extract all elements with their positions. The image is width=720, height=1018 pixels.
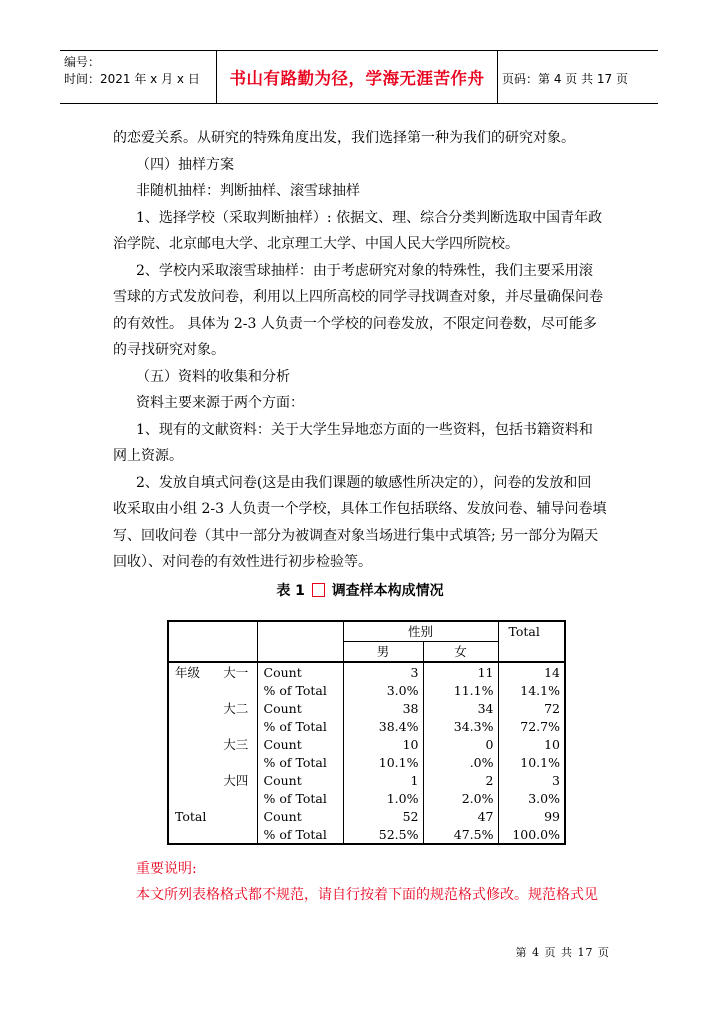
row-group-cell bbox=[168, 681, 219, 699]
table-row bbox=[168, 662, 565, 681]
table-row bbox=[168, 825, 565, 844]
male-value-cell: 10 bbox=[343, 735, 423, 753]
male-value-cell: 10.1% bbox=[343, 753, 423, 771]
table-caption-title: 调查样本构成情况 bbox=[331, 583, 444, 599]
stat-label-cell: % of Total bbox=[257, 681, 343, 699]
body-line: 的恋爱关系。从研究的特殊角度出发，我们选择第一种为我们的研究对象。 bbox=[113, 130, 575, 146]
stat-label-cell: % of Total bbox=[257, 753, 343, 771]
total-value-cell: 99 bbox=[498, 807, 565, 825]
stat-label-cell: % of Total bbox=[257, 789, 343, 807]
table-corner-cell bbox=[257, 621, 343, 662]
body-line: 非随机抽样：判断抽样、滚雪球抽样 bbox=[136, 183, 360, 199]
male-value-cell: 1 bbox=[343, 771, 423, 789]
body-line: 回收）、对问卷的有效性进行初步检验等。 bbox=[113, 554, 372, 570]
table-caption-number: 表 1 bbox=[276, 583, 305, 599]
female-value-cell: 11 bbox=[423, 662, 498, 681]
table-corner-cell bbox=[168, 621, 257, 662]
male-value-cell: 38.4% bbox=[343, 717, 423, 735]
table-row bbox=[168, 699, 565, 717]
stat-label-cell: Count bbox=[257, 807, 343, 825]
female-value-cell: 47 bbox=[423, 807, 498, 825]
stat-label-cell: % of Total bbox=[257, 717, 343, 735]
total-value-cell: 100.0% bbox=[498, 825, 565, 844]
col-male-header: 男 bbox=[343, 642, 423, 663]
page-header bbox=[60, 50, 658, 104]
female-value-cell: 47.5% bbox=[423, 825, 498, 844]
table-row bbox=[168, 681, 565, 699]
header-divider bbox=[497, 51, 498, 103]
row-group-cell bbox=[168, 825, 219, 844]
table-row bbox=[168, 807, 565, 825]
table-row bbox=[168, 753, 565, 771]
row-label-cell: 大四 bbox=[219, 771, 257, 789]
male-value-cell: 52 bbox=[343, 807, 423, 825]
missing-glyph-box-icon bbox=[312, 583, 325, 597]
body-line: 的有效性。 具体为 2-3 人负责一个学校的问卷发放，不限定问卷数，尽可能多 bbox=[113, 316, 597, 332]
row-label-cell: 大三 bbox=[219, 735, 257, 753]
table-caption bbox=[0, 580, 720, 600]
stat-label-cell: Count bbox=[257, 735, 343, 753]
female-value-cell: 11.1% bbox=[423, 681, 498, 699]
body-line: 雪球的方式发放问卷，利用以上四所高校的同学寻找调查对象，并尽量确保问卷 bbox=[113, 289, 603, 305]
row-label-cell: 大二 bbox=[219, 699, 257, 717]
total-value-cell: 10 bbox=[498, 735, 565, 753]
row-group-cell bbox=[168, 735, 219, 753]
crosstab-table bbox=[167, 620, 566, 845]
row-label-cell bbox=[219, 753, 257, 771]
section-heading: （五）资料的收集和分析 bbox=[136, 369, 290, 385]
header-time-label: 时间：2021 年 x 月 x 日 bbox=[64, 72, 200, 86]
row-group-cell: Total bbox=[168, 807, 219, 825]
note-title: 重要说明: bbox=[136, 861, 197, 877]
female-value-cell: .0% bbox=[423, 753, 498, 771]
row-label-cell bbox=[219, 681, 257, 699]
body-line: 2、发放自填式问卷(这是由我们课题的敏感性所决定的），问卷的发放和回 bbox=[136, 475, 592, 491]
page-footer: 第 4 页 共 17 页 bbox=[515, 946, 610, 959]
note-text: 本文所列表格格式都不规范，请自行按着下面的规范格式修改。规范格式见 bbox=[136, 887, 598, 903]
body-line: 1、现有的文献资料：关于大学生异地恋方面的一些资料，包括书籍资料和 bbox=[136, 422, 593, 438]
col-group-header: 性别 bbox=[343, 621, 498, 642]
col-female-header: 女 bbox=[423, 642, 498, 663]
row-group-cell bbox=[168, 699, 219, 717]
row-label-cell bbox=[219, 825, 257, 844]
female-value-cell: 2.0% bbox=[423, 789, 498, 807]
table-row bbox=[168, 717, 565, 735]
female-value-cell: 34 bbox=[423, 699, 498, 717]
row-label-cell bbox=[219, 717, 257, 735]
total-value-cell: 14.1% bbox=[498, 681, 565, 699]
stat-label-cell: % of Total bbox=[257, 825, 343, 844]
body-line: 的寻找研究对象。 bbox=[113, 342, 225, 358]
stat-label-cell: Count bbox=[257, 699, 343, 717]
row-group-cell bbox=[168, 771, 219, 789]
body-line: 资料主要来源于两个方面： bbox=[136, 395, 304, 411]
row-label-cell bbox=[219, 807, 257, 825]
stat-label-cell: Count bbox=[257, 662, 343, 681]
total-value-cell: 72 bbox=[498, 699, 565, 717]
table-row bbox=[168, 789, 565, 807]
col-total-header: Total bbox=[498, 621, 565, 642]
table-row bbox=[168, 771, 565, 789]
total-value-cell: 72.7% bbox=[498, 717, 565, 735]
body-line: 写、回收问卷（其中一部分为被调查对象当场进行集中式填答; 另一部分为隔天 bbox=[113, 528, 599, 544]
row-group-cell: 年级 bbox=[168, 662, 219, 681]
row-label-cell: 大一 bbox=[219, 662, 257, 681]
total-value-cell: 3.0% bbox=[498, 789, 565, 807]
header-meta bbox=[64, 54, 214, 88]
male-value-cell: 1.0% bbox=[343, 789, 423, 807]
female-value-cell: 2 bbox=[423, 771, 498, 789]
male-value-cell: 3 bbox=[343, 662, 423, 681]
row-group-cell bbox=[168, 753, 219, 771]
male-value-cell: 38 bbox=[343, 699, 423, 717]
header-number-label: 编号： bbox=[64, 55, 101, 69]
row-group-cell bbox=[168, 789, 219, 807]
male-value-cell: 3.0% bbox=[343, 681, 423, 699]
header-page-info: 页码：第 4 页 共 17 页 bbox=[502, 72, 628, 86]
body-line: 1、选择学校（采取判断抽样）: 依据文、理、综合分类判断选取中国青年政 bbox=[136, 210, 603, 226]
body-line: 收采取由小组 2-3 人负责一个学校，具体工作包括联络、发放问卷、辅导问卷填 bbox=[113, 501, 607, 517]
row-group-cell bbox=[168, 717, 219, 735]
total-value-cell: 3 bbox=[498, 771, 565, 789]
section-heading: （四）抽样方案 bbox=[136, 157, 234, 173]
male-value-cell: 52.5% bbox=[343, 825, 423, 844]
body-line: 网上资源。 bbox=[113, 448, 183, 464]
table-row bbox=[168, 735, 565, 753]
header-motto: 书山有路勤为径，学海无涯苦作舟 bbox=[229, 69, 485, 88]
body-line: 治学院、北京邮电大学、北京理工大学、中国人民大学四所院校。 bbox=[113, 236, 519, 252]
total-value-cell: 14 bbox=[498, 662, 565, 681]
stat-label-cell: Count bbox=[257, 771, 343, 789]
row-label-cell bbox=[219, 789, 257, 807]
body-line: 2、学校内采取滚雪球抽样：由于考虑研究对象的特殊性，我们主要采用滚 bbox=[136, 263, 593, 279]
female-value-cell: 0 bbox=[423, 735, 498, 753]
female-value-cell: 34.3% bbox=[423, 717, 498, 735]
total-value-cell: 10.1% bbox=[498, 753, 565, 771]
